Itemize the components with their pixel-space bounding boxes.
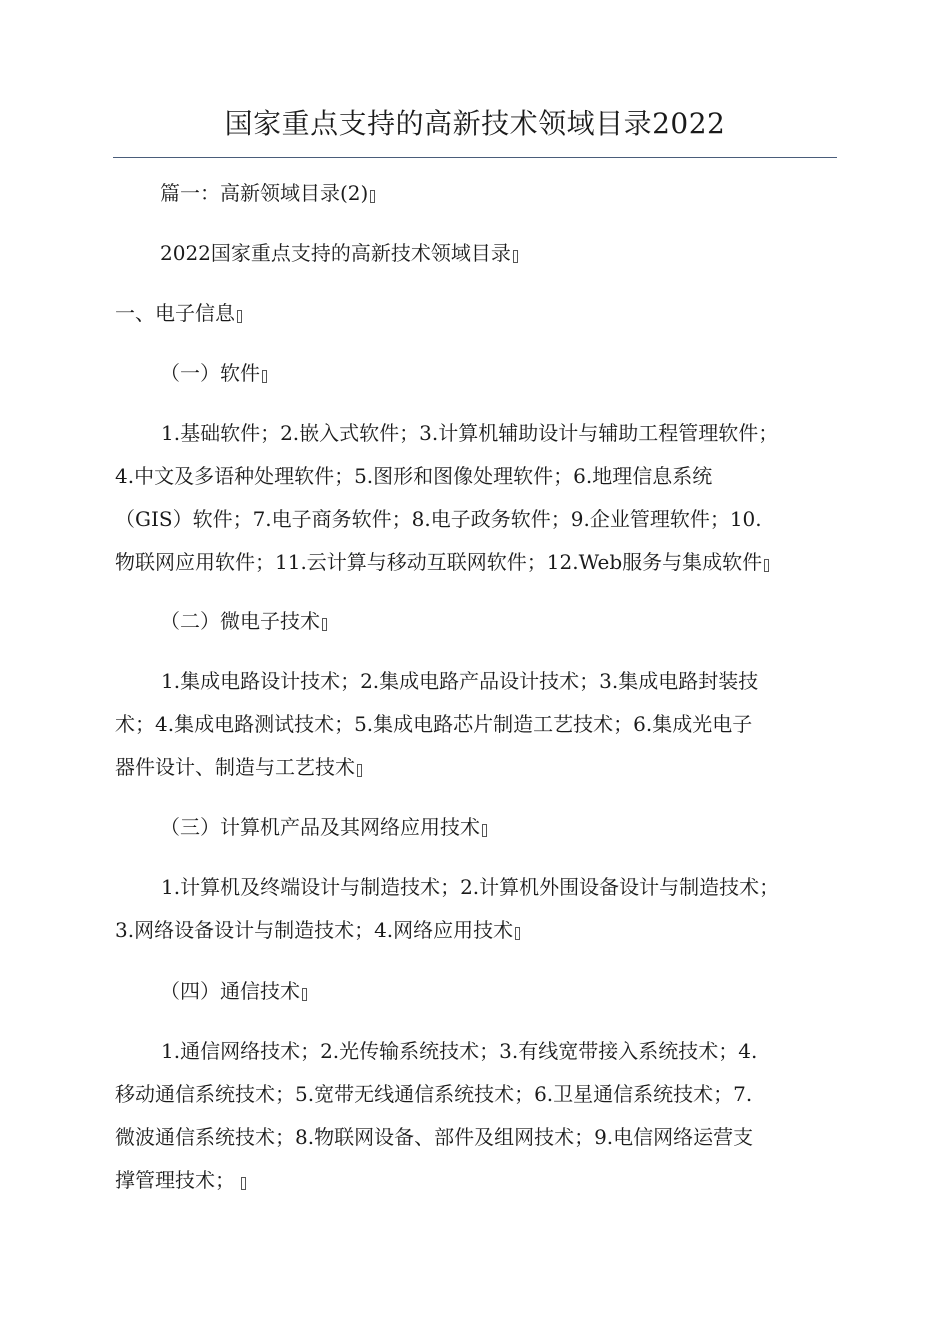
computer-list [115, 866, 843, 952]
paragraph-text: 2022国家重点支持的高新技术领域目录 [160, 241, 511, 265]
microelectronics-list [115, 660, 843, 789]
text-line [115, 909, 843, 952]
text-line: （GIS）软件；7.电子商务软件；8.电子政务软件；9.企业管理软件；10. [115, 507, 762, 531]
document-title: 国家重点支持的高新技术领域目录2022 [224, 107, 726, 140]
paragraph-mark-icon [370, 190, 375, 203]
text-line-content: 器件设计、制造与工艺技术 [115, 755, 355, 779]
text-line: 1.计算机及终端设计与制造技术；2.计算机外围设备设计与制造技术； [161, 875, 780, 899]
subsection-heading-communication [160, 970, 888, 1013]
subsection-heading-computer [160, 806, 888, 849]
paragraph-mark-icon [241, 1177, 246, 1190]
subsection-heading-software [160, 352, 888, 395]
text-line [115, 1159, 843, 1202]
subsection-title: （二）微电子技术 [160, 609, 320, 633]
text-line: 微波通信系统技术；8.物联网设备、部件及组网技术；9.电信网络运营支 [115, 1125, 754, 1149]
paragraph-mark-icon [515, 927, 520, 940]
paragraph-heading-2 [160, 232, 888, 275]
subsection-heading-microelectronics [160, 600, 888, 643]
paragraph-text: 篇一：高新领域目录(2) [160, 181, 369, 205]
text-line: 1.基础软件；2.嵌入式软件；3.计算机辅助设计与辅助工程管理软件； [161, 421, 779, 445]
text-line: 移动通信系统技术；5.宽带无线通信系统技术；6.卫星通信系统技术；7. [115, 1082, 753, 1106]
paragraph-mark-icon [764, 559, 769, 572]
paragraph-mark-icon [302, 988, 307, 1001]
paragraph-heading-1 [160, 172, 888, 215]
text-line: 术；4.集成电路测试技术；5.集成电路芯片制造工艺技术；6.集成光电子 [115, 712, 753, 736]
subsection-title: （三）计算机产品及其网络应用技术 [160, 815, 480, 839]
paragraph-mark-icon [482, 824, 487, 837]
title-divider [113, 157, 837, 158]
paragraph-mark-icon [262, 370, 267, 383]
text-line: 4.中文及多语种处理软件；5.图形和图像处理软件；6.地理信息系统 [115, 464, 713, 488]
text-line [115, 541, 843, 584]
paragraph-mark-icon [237, 310, 242, 323]
section-heading-electronics [115, 292, 843, 335]
subsection-title: （四）通信技术 [160, 979, 300, 1003]
text-line: 1.集成电路设计技术；2.集成电路产品设计技术；3.集成电路封装技 [161, 669, 759, 693]
paragraph-mark-icon [513, 250, 518, 263]
text-line-content: 3.网络设备设计与制造技术；4.网络应用技术 [115, 918, 514, 942]
paragraph-mark-icon [357, 764, 362, 777]
communication-list [115, 1030, 843, 1202]
text-line: 1.通信网络技术；2.光传输系统技术；3.有线宽带接入系统技术；4. [161, 1039, 758, 1063]
text-line [115, 746, 843, 789]
paragraph-mark-icon [322, 618, 327, 631]
software-list [115, 412, 843, 584]
text-line-content: 物联网应用软件；11.云计算与移动互联网软件；12.Web服务与集成软件 [115, 550, 763, 574]
subsection-title: （一）软件 [160, 361, 260, 385]
section-title: 一、电子信息 [115, 301, 235, 325]
text-line-content: 撑管理技术； [115, 1168, 235, 1192]
